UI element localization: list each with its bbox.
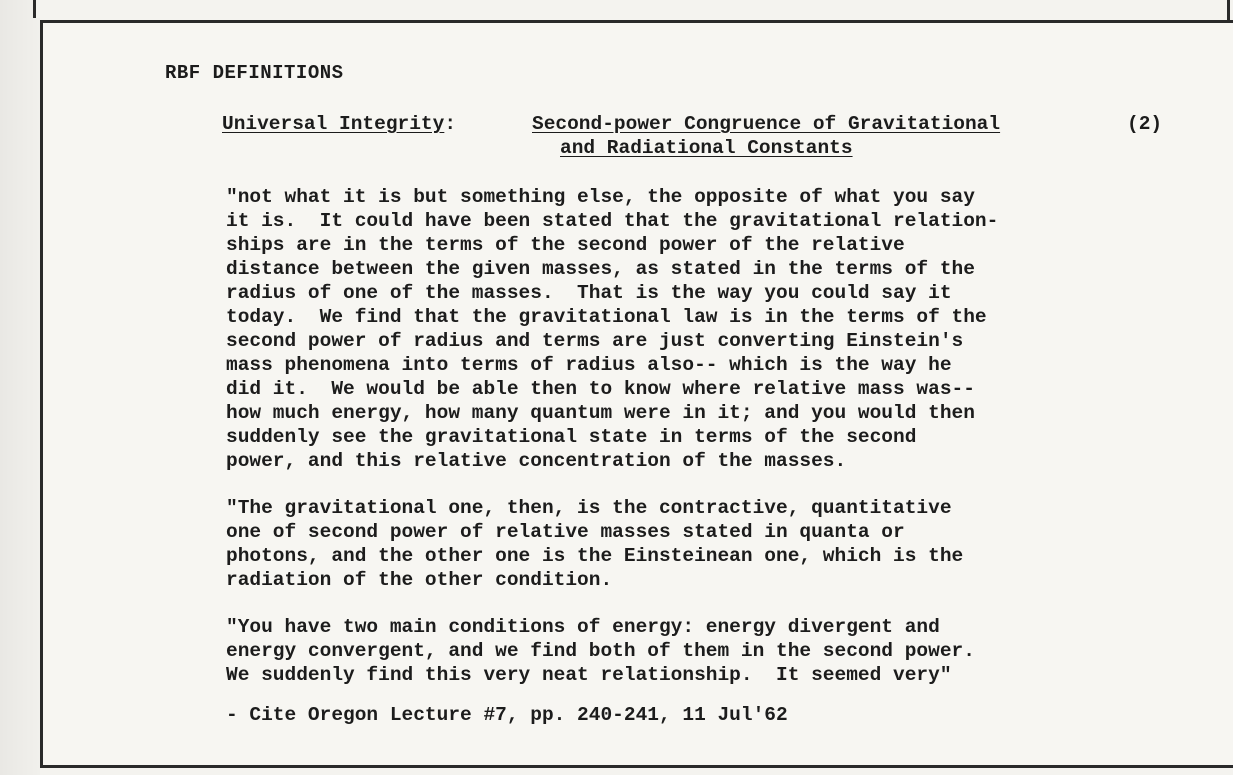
title-subject-line2: and Radiational Constants [560, 137, 853, 159]
title-label: Universal Integrity: [222, 113, 457, 135]
card-number: (2) [1127, 113, 1163, 135]
quote-paragraph-1: "not what it is but something else, the opposite of what you say it is. It could have been stated that the gravitational relation- ships are in the terms of the second power of the relative distance between the given masses, as stated in the terms of the radius of one of the masses. That is the way you could say it today. We find that the gravitational law is in the terms of the second power of radius and terms are just converting Einstein's mass phenomena into terms of radius also-- which is the way he did it. We would be able then to know where relative mass was-- how much energy, how many quantum were in it; and you would then suddenly see the gravitational state in terms of the second power, and this relative concentration of the masses. [226, 186, 999, 472]
card-edge-right [1227, 0, 1230, 20]
citation: - Cite Oregon Lecture #7, pp. 240-241, 11 Jul'62 [226, 704, 788, 726]
quote-paragraph-2: "The gravitational one, then, is the contractive, quantitative one of second power of relative masses stated in quanta or photons, and the other one is the Einsteinean one, which is the radiation of the other condition. [226, 497, 964, 591]
document-header: RBF DEFINITIONS [165, 62, 344, 84]
quote-paragraph-3: "You have two main conditions of energy: energy divergent and energy convergent, and we find both of them in the second power. We suddenly find this very neat relationship. It seemed very" [226, 616, 975, 686]
title-subject-line1: Second-power Congruence of Gravitational [532, 113, 1001, 135]
page-margin [0, 0, 40, 775]
previous-card-edge [33, 0, 1233, 18]
